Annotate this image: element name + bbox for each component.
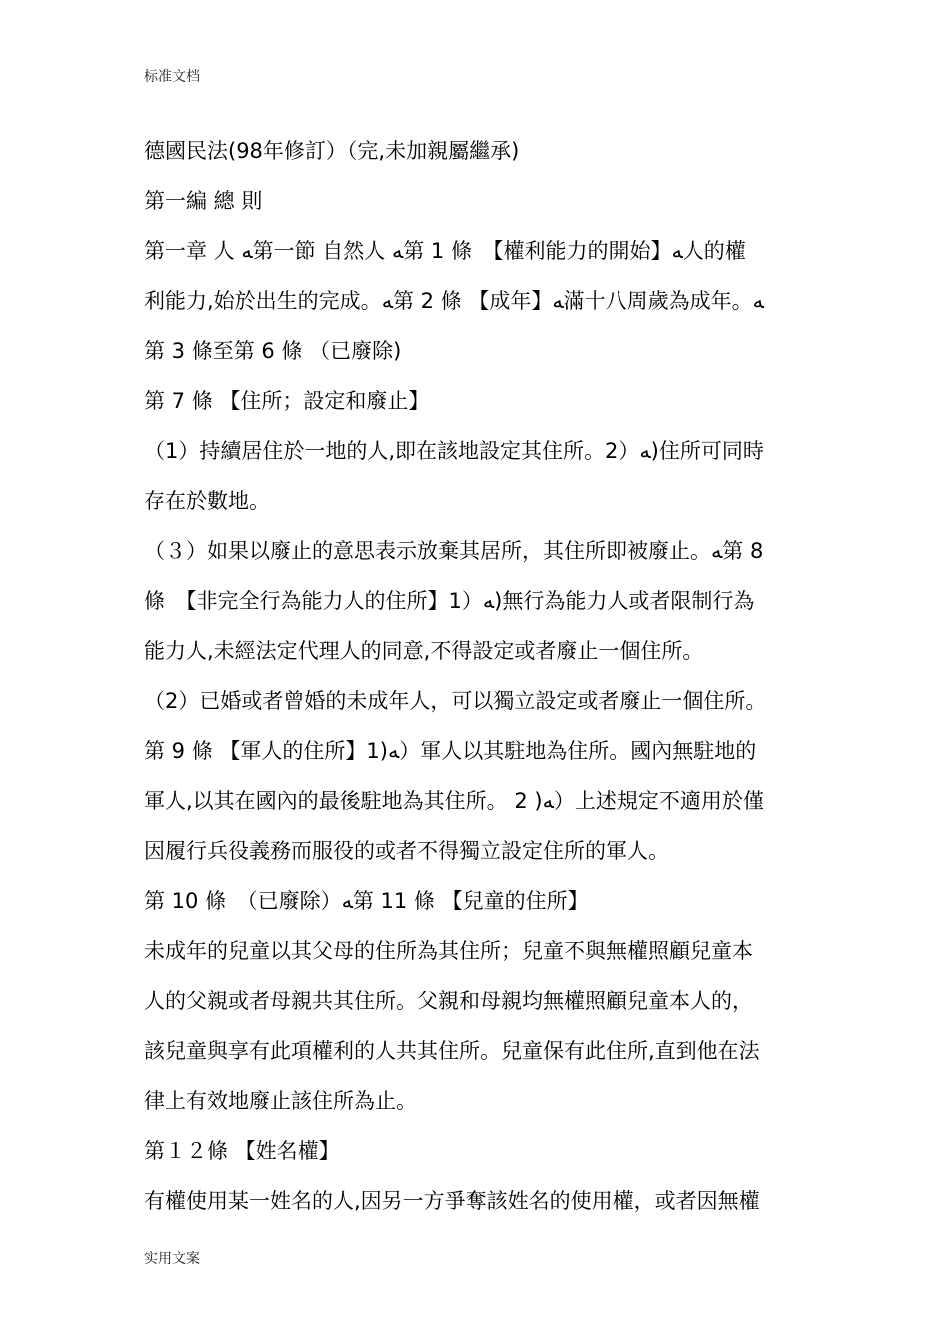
text-line: 能力人,未經法定代理人的同意,不得設定或者廢止一個住所。 xyxy=(144,639,704,663)
text-line: 條 【非完全行為能力人的住所】1）ﻪ)無行為能力人或者限制行為 xyxy=(144,589,755,613)
text-line: 有權使用某一姓名的人,因另一方爭奪該姓名的使用權，或者因無權 xyxy=(144,1189,760,1213)
text-line: （３）如果以廢止的意思表示放棄其居所，其住所即被廢止。ﻪ第 8 xyxy=(144,539,764,563)
text-line: 第 10 條 （已廢除）ﻪ第 11 條 【兒童的住所】 xyxy=(144,889,589,913)
text-line: （1）持續居住於一地的人,即在該地設定其住所。2）ﻪ)住所可同時 xyxy=(144,439,764,463)
text-line: 利能力,始於出生的完成。ﻪ第 2 條 【成年】ﻪ滿十八周歲為成年。ﻪ xyxy=(144,289,764,313)
text-line: 未成年的兒童以其父母的住所為其住所；兒童不與無權照顧兒童本 xyxy=(144,939,753,963)
text-line: （2）已婚或者曾婚的未成年人，可以獨立設定或者廢止一個住所。 xyxy=(144,689,767,713)
document-body xyxy=(144,126,808,1226)
text-line: 第１２條 【姓名權】 xyxy=(144,1139,340,1163)
text-line: 第 9 條 【軍人的住所】1)ﻪ）軍人以其駐地為住所。國內無駐地的 xyxy=(144,739,757,763)
text-line: 第 7 條 【住所；設定和廢止】 xyxy=(144,389,430,413)
text-line: 人的父親或者母親共其住所。父親和母親均無權照顧兒童本人的， xyxy=(144,989,753,1013)
text-line: 第一章 人 ﻪ第一節 自然人 ﻪ第 1 條 【權利能力的開始】ﻪ人的權 xyxy=(144,239,746,263)
text-line: 該兒童與享有此項權利的人共其住所。兒童保有此住所,直到他在法 xyxy=(144,1039,760,1063)
text-line: 第 3 條至第 6 條 （已廢除) xyxy=(144,339,402,363)
text-line: 軍人,以其在國內的最後駐地為其住所。 2 )ﻪ）上述規定不適用於僅 xyxy=(144,789,764,813)
page-header: 标准文档 xyxy=(144,69,200,85)
page-footer: 实用文案 xyxy=(144,1251,200,1267)
text-line: 律上有效地廢止該住所為止。 xyxy=(144,1089,417,1113)
text-line: 存在於數地。 xyxy=(144,489,270,513)
part-heading: 第一編 總 則 xyxy=(144,189,263,213)
document-title: 德國民法(98年修訂）（完,未加親屬繼承) xyxy=(144,139,520,163)
text-line: 因履行兵役義務而服役的或者不得獨立設定住所的軍人。 xyxy=(144,839,669,863)
